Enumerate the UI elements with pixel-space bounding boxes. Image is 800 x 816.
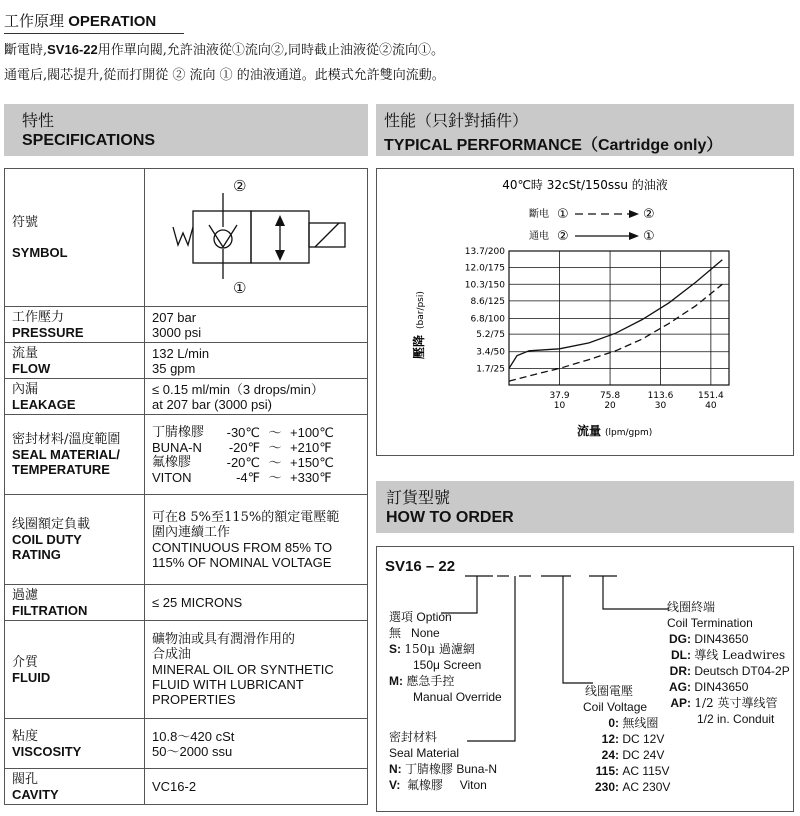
table-row: 過濾 FILTRATION ≤ 25 MICRONS [5, 585, 368, 621]
table-row: 粘度 VISCOSITY 10.8～420 cSt 50～2000 ssu [5, 719, 368, 769]
svg-text:②: ② [557, 229, 569, 244]
order-header: 訂貨型號 HOW TO ORDER [376, 481, 794, 533]
order-option-m-en: Manual Override [413, 690, 502, 704]
table-row: 工作壓力 PRESSURE 207 bar 3000 psi [5, 307, 368, 343]
x-tick-label-gpm: 10 [553, 401, 566, 411]
port-2-label: ② [233, 177, 247, 195]
y-tick-label: 10.3/150 [464, 280, 505, 291]
order-voltage-title-cn: 线圈電壓 [585, 684, 634, 698]
y-tick-label: 5.2/75 [476, 330, 505, 341]
legend-2-label: 通电 [529, 231, 549, 242]
order-code-box: SV16 – 22 選項 Option 無 None S: 150μ 過濾網 150μ Screen M: 應急手控 Manual Override 密封材料 Seal Material N: 丁腈橡膠 Buna-N V: 氟橡膠 Viton 线圈電壓 Coil Voltage 0: 無线圈 12: DC 12V 24: DC 24V 115: AC 115V 230: AC 230V 线圈終端 Coil Termination DG: DIN43650 DL: 導线 Leadwires DR: Deutsch DT04-2P AG: DIN43650 AP: 1/2 英寸導线管 1/2 in. Conduit [376, 546, 794, 812]
order-option-s-en: 150μ Screen [413, 658, 482, 672]
port-1-label: ① [233, 279, 247, 297]
svg-text:①: ① [557, 207, 569, 222]
operation-line-2: 通電后,閥芯提升,從而打開從 ② 流向 ① 的油液通道。此模式允許雙向流動。 [4, 68, 445, 83]
x-axis-title [577, 423, 652, 438]
svg-text:(bar/psi): (bar/psi) [416, 291, 426, 329]
x-tick-label: 75.8 [600, 391, 621, 401]
table-row: 內漏 LEAKAGE ≤ 0.15 ml/min（3 drops/min） at 207 bar (3000 psi) [5, 379, 368, 415]
order-seal-title-cn: 密封材料 [389, 730, 438, 744]
performance-chart-box [376, 168, 794, 456]
x-tick-label: 113.6 [647, 391, 674, 401]
order-voltage-title-en: Coil Voltage [583, 700, 648, 714]
x-tick-label-gpm: 30 [654, 401, 667, 411]
y-tick-label: 1.7/25 [476, 364, 505, 375]
order-termination-title-en: Coil Termination [667, 616, 753, 630]
check-valve-box [193, 211, 251, 263]
svg-text:①: ① [643, 229, 655, 244]
x-tick-label-gpm: 20 [604, 401, 616, 411]
order-option-m: M: 應急手控 [389, 674, 455, 688]
pressure-drop-chart [377, 169, 793, 455]
chart-legend [529, 207, 655, 244]
check-ball [214, 230, 232, 248]
x-tick-label: 37.9 [549, 391, 570, 401]
table-row: 閥孔 CAVITY VC16-2 [5, 769, 368, 805]
chart-title: 40℃時 32cSt/150ssu 的油液 [502, 178, 668, 192]
seal-material-row: 丁腈橡膠 -30℃ ～ +100℃ [152, 424, 334, 440]
operation-title: 工作原理 OPERATION [4, 10, 184, 34]
seal-material-row: VITON -4℉ ～ +330℉ [152, 469, 332, 485]
plot-frame [509, 251, 729, 385]
x-tick-label-gpm: 40 [705, 401, 717, 411]
order-termination-title-cn: 线圈終端 [667, 600, 716, 614]
valve-symbol-diagram [145, 169, 367, 303]
plot-area [465, 247, 729, 411]
order-option-s: S: 150μ 過濾網 [389, 642, 475, 656]
specifications-table [4, 168, 368, 805]
spring-icon [173, 227, 193, 245]
table-row: 符號 SYMBOL ② ① [5, 169, 368, 307]
order-option-none: 無 None [389, 626, 440, 640]
seal-material-row: BUNA-N -20℉ ～ +210℉ [152, 439, 332, 455]
order-seal-n: N: 丁腈橡膠 Buna-N [389, 762, 498, 776]
table-row: 线圈額定負載 COIL DUTY RATING 可在8 5%至115%的額定電壓範 圍內連續工作 CONTINUOUS FROM 85% TO 115% OF NOMINAL VOLTAGE [5, 495, 368, 585]
y-tick-label: 12.0/175 [464, 263, 505, 274]
y-tick-label: 6.8/100 [470, 314, 505, 325]
performance-header: 性能（只針對插件） TYPICAL PERFORMANCE（Cartridge only） [376, 104, 794, 156]
order-option-title: 選項 Option [389, 610, 452, 624]
y-tick-label: 13.7/200 [464, 247, 505, 257]
table-row: 介質 FLUID 礦物油或具有潤滑作用的 合成油 MINERAL OIL OR SYNTHETIC FLUID WITH LUBRICANT PROPERTIES [5, 621, 368, 719]
order-seal-title-en: Seal Material [389, 746, 460, 760]
y-tick-label: 3.4/50 [476, 347, 505, 358]
svg-text:流量: 流量 [577, 424, 602, 438]
svg-text:②: ② [643, 207, 655, 222]
svg-text:(lpm/gpm): (lpm/gpm) [605, 428, 653, 438]
y-axis-title [411, 291, 426, 359]
svg-text:壓降: 壓降 [412, 334, 426, 359]
legend-1-label: 斷电 [529, 209, 549, 220]
order-model-code: SV16 – 22 [385, 558, 456, 575]
table-row: 密封材料/溫度範圍 SEAL MATERIAL/ TEMPERATURE 丁腈橡膠 -30℃ ～ +100℃ BUNA-N -20℉ ～ +210℉ 氟橡膠 -20℃ ～ +150℃ VITON -4℉ ～ +330℉ [5, 415, 368, 495]
table-row: 流量 FLOW 132 L/min 35 gpm [5, 343, 368, 379]
operation-line-1: 斷電時,SV16-22用作單向閥,允許油液從①流向②,同時截止油液從②流向①。 [4, 42, 444, 58]
seal-material-row: 氟橡膠 -20℃ ～ +150℃ [152, 454, 334, 470]
hydraulic-symbol [145, 169, 368, 307]
specifications-header: 特性 SPECIFICATIONS [4, 104, 368, 156]
y-tick-label: 8.6/125 [470, 296, 505, 307]
x-tick-label: 151.4 [697, 391, 724, 401]
order-seal-v: V: 氟橡膠 Viton [389, 778, 487, 792]
